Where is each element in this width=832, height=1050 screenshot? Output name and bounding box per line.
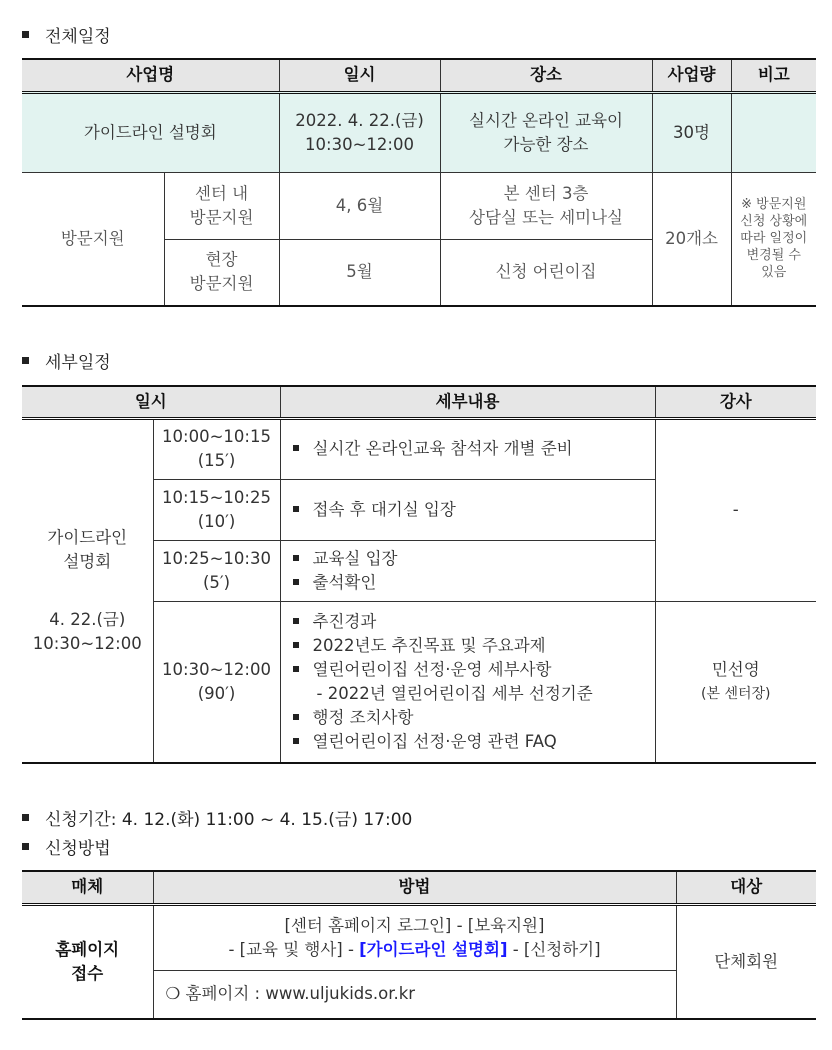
bullet-icon bbox=[293, 666, 299, 672]
content-cell: 추진경과 2022년도 추진목표 및 주요과제 열린어린이집 선정·운영 세부사항 - 2022년 열린어린이집 세부 선정기준 행정 조치사항 열린어린이집 선정·운영 관련 FAQ bbox=[280, 601, 655, 763]
header-lecturer: 강사 bbox=[655, 386, 816, 418]
section-title-detail: 세부일정 bbox=[22, 348, 111, 373]
header-date: 일시 bbox=[279, 59, 440, 92]
detail-row-1 bbox=[22, 418, 816, 479]
media-cell: 홈페이지 접수 bbox=[22, 904, 153, 1019]
content-cell: 교육실 입장 출석확인 bbox=[280, 540, 655, 601]
visit-center-date: 4, 6월 bbox=[279, 172, 440, 239]
lecturer-cell: 민선영 (본 센터장) bbox=[655, 601, 816, 763]
visit-field-date: 5월 bbox=[279, 239, 440, 306]
guide-amount: 30명 bbox=[652, 92, 731, 172]
content-cell: 실시간 온라인교육 참석자 개별 준비 bbox=[280, 418, 655, 479]
apply-period: 신청기간: 4. 12.(화) 11:00 ~ 4. 15.(금) 17:00 bbox=[22, 805, 412, 830]
header-note: 비고 bbox=[731, 59, 816, 92]
bullet-icon bbox=[293, 714, 299, 720]
row-visit-center bbox=[22, 172, 816, 239]
target-cell: 단체회원 bbox=[676, 904, 816, 1019]
row-guide bbox=[22, 92, 816, 172]
apply-method-table bbox=[22, 870, 816, 1020]
square-bullet-icon bbox=[22, 843, 29, 850]
method-path: [센터 홈페이지 로그인] - [보육지원] - [교육 및 행사] - [가이드라인 설명회] - [신청하기] bbox=[153, 904, 676, 970]
header-content: 세부내용 bbox=[280, 386, 655, 418]
guide-name: 가이드라인 설명회 bbox=[22, 92, 279, 172]
bullet-icon bbox=[293, 642, 299, 648]
bullet-icon bbox=[293, 738, 299, 744]
visit-amount: 20개소 bbox=[652, 172, 731, 306]
visit-field-type: 현장 방문지원 bbox=[164, 239, 279, 306]
detail-schedule-table bbox=[22, 385, 816, 764]
bullet-icon bbox=[293, 579, 299, 585]
square-bullet-icon bbox=[22, 31, 29, 38]
section-title-overall: 전체일정 bbox=[22, 22, 111, 47]
time-cell: 10:15~10:25 (10′) bbox=[153, 479, 280, 540]
bullet-icon bbox=[293, 506, 299, 512]
section-title-method: 신청방법 bbox=[22, 834, 111, 859]
square-bullet-icon bbox=[22, 814, 29, 821]
lecturer-blank: - bbox=[655, 418, 816, 601]
guide-note bbox=[731, 92, 816, 172]
content-cell: 접속 후 대기실 입장 bbox=[280, 479, 655, 540]
overall-schedule-table bbox=[22, 58, 816, 307]
time-cell: 10:00~10:15 (15′) bbox=[153, 418, 280, 479]
visit-note: ※ 방문지원 신청 상황에 따라 일정이 변경될 수 있음 bbox=[731, 172, 816, 306]
guide-place: 실시간 온라인 교육이 가능한 장소 bbox=[440, 92, 652, 172]
header-amount: 사업량 bbox=[652, 59, 731, 92]
header-target: 대상 bbox=[676, 871, 816, 904]
visit-center-place: 본 센터 3층 상담실 또는 세미나실 bbox=[440, 172, 652, 239]
time-cell: 10:25~10:30 (5′) bbox=[153, 540, 280, 601]
guide-date: 2022. 4. 22.(금) 10:30~12:00 bbox=[279, 92, 440, 172]
header-method: 방법 bbox=[153, 871, 676, 904]
bullet-icon bbox=[293, 555, 299, 561]
header-place: 장소 bbox=[440, 59, 652, 92]
visit-name: 방문지원 bbox=[22, 172, 164, 306]
method-row-1 bbox=[22, 904, 816, 970]
square-bullet-icon bbox=[22, 357, 29, 364]
header-media: 매체 bbox=[22, 871, 153, 904]
header-datetime: 일시 bbox=[22, 386, 280, 418]
bullet-icon bbox=[293, 618, 299, 624]
time-cell: 10:30~12:00 (90′) bbox=[153, 601, 280, 763]
bullet-icon bbox=[293, 445, 299, 451]
guide-session-link[interactable]: [가이드라인 설명회] bbox=[359, 939, 508, 959]
event-cell: 가이드라인 설명회 4. 22.(금) 10:30~12:00 bbox=[22, 418, 153, 763]
header-program: 사업명 bbox=[22, 59, 279, 92]
homepage-url[interactable]: ❍ 홈페이지 : www.uljukids.or.kr bbox=[153, 970, 676, 1019]
visit-center-type: 센터 내 방문지원 bbox=[164, 172, 279, 239]
visit-field-place: 신청 어린이집 bbox=[440, 239, 652, 306]
